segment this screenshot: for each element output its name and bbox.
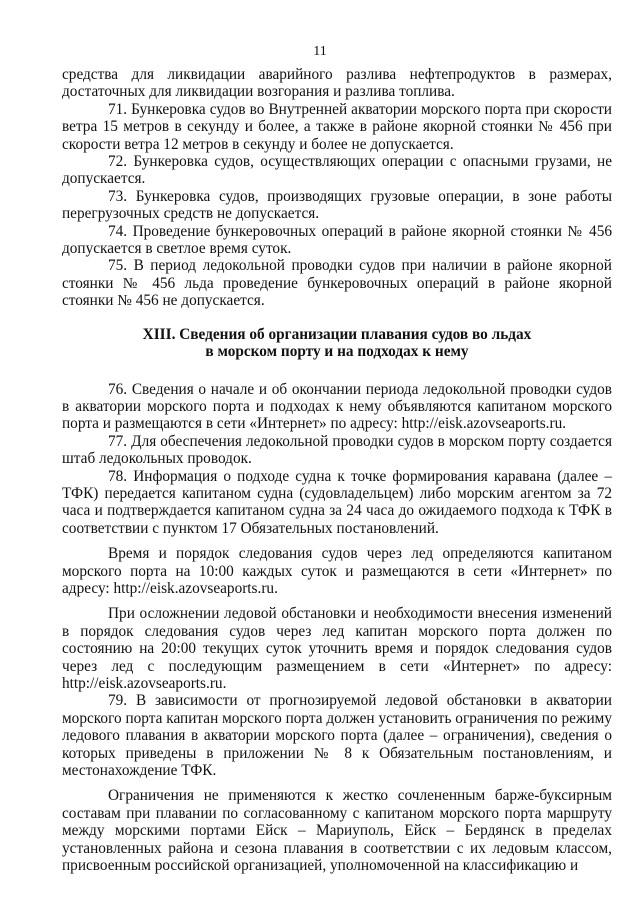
- paragraph-79: 79. В зависимости от прогнозируемой ледовой обстановки в акватории морского порта капитан морского порта должен установить ограничения по режиму ледового плавания в акватории морского порта (далее – ограничения), сведения о которых приведены в приложении № 8 к Обязательным постановлениям, и местонахождение ТФК.: [62, 692, 612, 780]
- paragraph-78: 78. Информация о подходе судна к точке формирования каравана (далее – ТФК) передается капитаном судна (судовладельцем) либо морским агентом за 72 часа и подтверждается капитаном судна за 24 часа до ожидаемого подхода к ТФК в соответствии с пунктом 17 Обязательных постановлений.: [62, 467, 612, 537]
- paragraph-continuation: средства для ликвидации аварийного разлива нефтепродуктов в размерах, достаточных для ликвидации возгорания и разлива топлива.: [62, 66, 612, 101]
- paragraph-75: 75. В период ледокольной проводки судов при наличии в районе якорной стоянки № 456 льда проведение бункеровочных операций в районе якорной стоянки № 456 не допускается.: [62, 257, 612, 310]
- section-heading-line-2: в морском порту и на подходах к нему: [205, 343, 469, 361]
- paragraph-73: 73. Бункеровка судов, производящих грузовые операции, в зоне работы перегрузочных средств не допускается.: [62, 187, 612, 223]
- paragraph-79-exceptions: Ограничения не применяются к жестко сочлененным барже-буксирным составам при плавании по согласованному с капитаном морского порта маршруту между морскими портами Ейск – Мариуполь, Ейск – Бердянск в пределах установленных района и сезона плавания в соответствии с их ледовым классом, присвоенным российской организацией, уполномоченной на классификацию и: [62, 787, 612, 875]
- section-heading: [62, 326, 612, 361]
- paragraph-77: 77. Для обеспечения ледокольной проводки судов в морском порту создается штаб ледокольных проводок.: [62, 432, 612, 468]
- document-body: [62, 66, 612, 874]
- page-number: 11: [313, 44, 327, 59]
- paragraph-76: 76. Сведения о начале и об окончании периода ледокольной проводки судов в акватории морского порта и подходах к нему объявляются капитаном морского порта и размещаются в сети «Интернет» по адресу: http://eisk.azovseaports.ru.: [62, 380, 612, 433]
- paragraph-78-schedule: Время и порядок следования судов через лед определяются капитаном морского порта на 10:00 каждых суток и размещаются в сети «Интернет» по адресу: http://eisk.azovseaports.ru.: [62, 545, 612, 597]
- paragraph-72: 72. Бункеровка судов, осуществляющих операции с опасными грузами, не допускается.: [62, 153, 612, 188]
- paragraph-74: 74. Проведение бункеровочных операций в районе якорной стоянки № 456 допускается в светлое время суток.: [62, 222, 612, 258]
- section-heading-line-1: XIII. Сведения об организации плавания судов во льдах: [142, 325, 532, 343]
- paragraph-71: 71. Бункеровка судов во Внутренней акватории морского порта при скорости ветра 15 метров в секунду и более, а также в районе якорной стоянки № 456 при скорости ветра 12 метров в секунду и более не допускается.: [62, 100, 612, 153]
- paragraph-78-changes: При осложнении ледовой обстановки и необходимости внесения изменений в порядок следования судов через лед капитан морского порта должен по состоянию на 20:00 текущих суток уточнить время и порядок следования судов через лед с последующим размещением в сети «Интернет» по адресу: http://eisk.azovseaports.ru.: [62, 605, 612, 692]
